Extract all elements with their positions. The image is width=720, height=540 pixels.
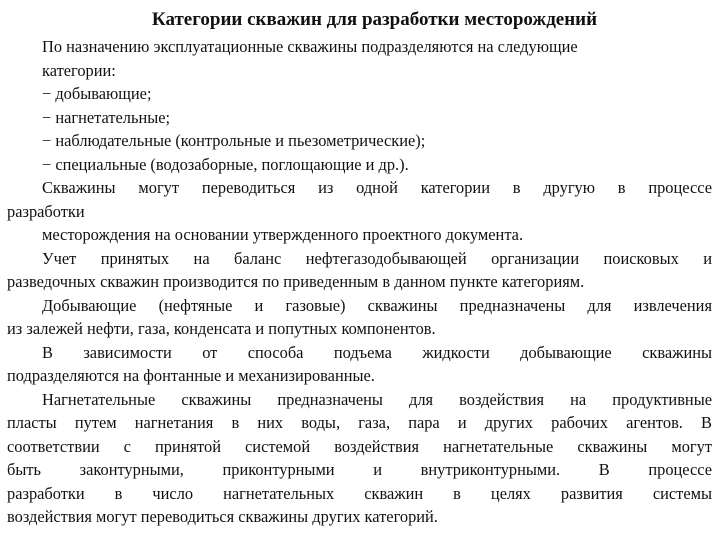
text-line: быть законтурными, приконтурными и внутриконтурными. В процессе xyxy=(7,460,712,479)
list-item: − добывающие; xyxy=(42,84,152,103)
text-line: месторождения на основании утвержденного проектного документа. xyxy=(42,225,524,244)
slide-title: Категории скважин для разработки месторождений xyxy=(151,9,598,30)
text-line: из залежей нефти, газа, конденсата и попутных компонентов. xyxy=(7,319,436,338)
text-line: категории: xyxy=(42,60,116,80)
text-line: Добывающие (нефтяные и газовые) скважины предназначены для извлечения xyxy=(42,295,712,315)
list-item: − нагнетательные; xyxy=(42,107,171,127)
text-line: разведочных скважин производится по приведенным в данном пункте категориям. xyxy=(7,272,585,291)
text-line: Учет принятых на баланс нефтегазодобывающей организации поисковых и xyxy=(42,248,712,268)
text-line: соответствии с принятой системой воздействия нагнетательные скважины могут xyxy=(7,436,712,456)
slide-body xyxy=(7,35,712,529)
text-line: По назначению эксплуатационные скважины подразделяются на следующие xyxy=(42,37,578,56)
text-line: разработки в число нагнетательных скважин в целях развития системы xyxy=(7,483,712,503)
text-line: Нагнетательные скважины предназначены для воздействия на продуктивные xyxy=(42,389,712,409)
list-item: − наблюдательные (контрольные и пьезометрические); xyxy=(42,131,426,150)
text-line: разработки xyxy=(7,201,85,221)
text-line: Скважины могут переводиться из одной категории в другую в процессе xyxy=(42,178,712,197)
text-line: пласты путем нагнетания в них воды, газа, пара и других рабочих агентов. В xyxy=(7,413,712,432)
text-line: воздействия могут переводиться скважины других категорий. xyxy=(7,507,438,526)
list-item: − специальные (водозаборные, поглощающие и др.). xyxy=(42,154,409,174)
text-line: В зависимости от способа подъема жидкости добывающие скважины xyxy=(42,342,712,362)
text-line: подразделяются на фонтанные и механизированные. xyxy=(7,366,375,385)
